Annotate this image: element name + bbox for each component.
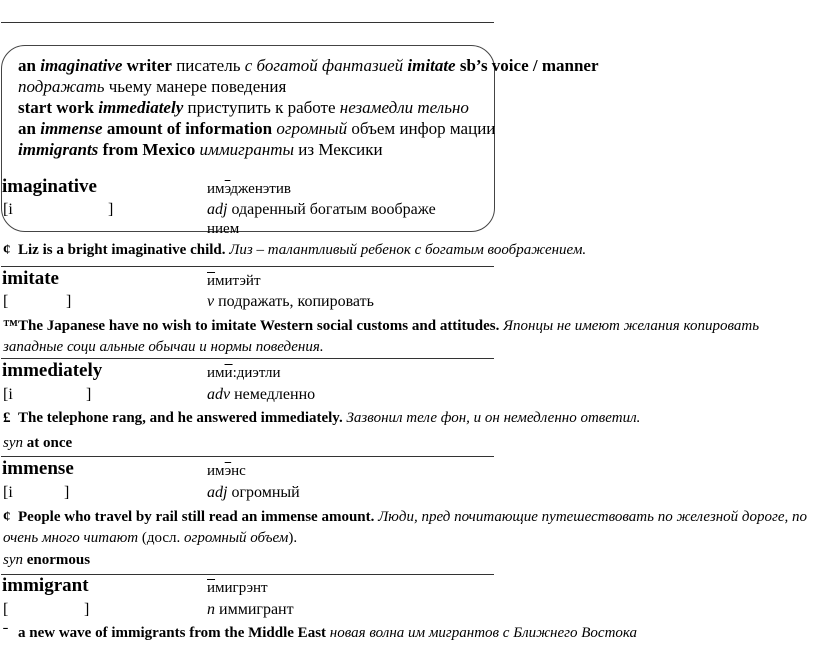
example-marker-icon: ˉ [3, 625, 8, 641]
phonetic-bracket-close: ] [66, 293, 72, 310]
phonetic-bracket-open: [i [3, 484, 13, 501]
definition-imaginative: adj одаренный богатым воображе [207, 201, 436, 218]
phonetic-bracket-close: ] [64, 484, 70, 501]
collocation-line-4: an immense amount of information огромный объем инфор мации [18, 119, 496, 138]
collocation-line-2: подражать чьему манере поведения [18, 77, 287, 96]
headword-immediately: immediately [2, 360, 103, 381]
transliteration-imaginative: имэдженэтив [207, 181, 291, 197]
definition-imitate: v подражать, копировать [207, 293, 374, 310]
headword-immigrant: immigrant [2, 575, 89, 596]
headword-imitate: imitate [2, 268, 59, 289]
definition-immediately: adv немедленно [207, 386, 316, 403]
example-imaginative: ¢ Liz is a bright imaginative child. Лиз – талантливый ребенок с богатым воображением. [3, 240, 811, 261]
headword-imaginative: imaginative [2, 176, 97, 197]
entry-rule [1, 358, 494, 359]
synonym-immediately: syn at once [3, 435, 73, 451]
example-marker-icon: ¢ [3, 509, 11, 525]
definition-immigrant: n иммигрант [207, 601, 294, 618]
example-marker-icon: £ [3, 410, 11, 426]
phonetic-bracket-open: [i [3, 201, 13, 218]
example-immediately: £ The telephone rang, and he answered immediately. Зазвонил теле фон, и он немедленно ответил. [3, 408, 811, 429]
transliteration-immediately: ими:диэтли [207, 365, 281, 381]
phonetic-bracket-close: ] [84, 601, 90, 618]
phonetic-bracket-close: ] [108, 201, 114, 218]
example-immense: ¢ People who travel by rail still read an immense amount. Люди, пред почитающие путешествовать по железной дороге, по очень много читают (досл. огромный объем). [3, 509, 808, 546]
entry-rule [1, 456, 494, 457]
collocation-line-5: immigrants from Mexico иммигранты из Мексики [18, 140, 383, 159]
definition-immense: adj огромный [207, 484, 300, 501]
collocation-line-1: an imaginative writer писатель с богатой фантазией imitate sb’s voice / manner [18, 56, 599, 75]
phonetic-bracket-open: [ [3, 293, 9, 310]
example-marker-icon: ™ [3, 318, 18, 334]
transliteration-imitate: имитэйт [207, 273, 261, 289]
entry-rule [1, 266, 494, 267]
example-marker-icon: ¢ [3, 242, 11, 258]
phonetic-bracket-close: ] [86, 386, 92, 403]
phonetic-bracket-open: [i [3, 386, 13, 403]
definition-imaginative-cont: нием [207, 221, 240, 237]
transliteration-immense: имэнс [207, 463, 246, 479]
phonetic-bracket-open: [ [3, 601, 9, 618]
headword-immense: immense [2, 458, 74, 479]
top-rule [1, 22, 494, 23]
example-imitate: ™The Japanese have no wish to imitate Western social customs and attitudes. Японцы не имеют желания копировать западные соци альные обычаи и нормы поведения. [3, 318, 760, 355]
collocation-line-3: start work immediately приступить к работе незамедли тельно [18, 98, 469, 117]
transliteration-immigrant: имигрэнт [207, 580, 268, 596]
synonym-immense: syn enormous [3, 552, 91, 568]
example-immigrant: ˉ a new wave of immigrants from the Middle East новая волна им мигрантов с Ближнего Востока [3, 623, 811, 644]
